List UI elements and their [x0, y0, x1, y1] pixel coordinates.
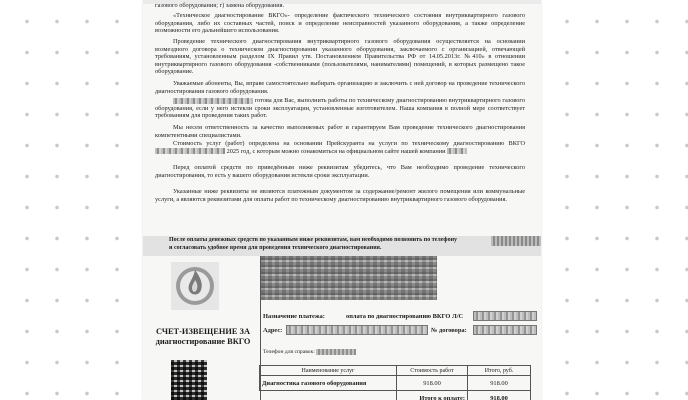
- contract-field: [473, 325, 537, 335]
- paragraph-company: [155, 97, 525, 120]
- header-service: Наименование услуг: [260, 366, 397, 376]
- paragraph-basis: Проведение технического диагностирования внутриквартирного газового оборудования осуществляется на основании возмездного договора о техническом диагностировании указанного оборудования, заключаемого с организацией, отвечающей требованиям, установленным разделом IX Правил утв. Постановлением Правительства РФ от 14.05.2013г. №410» в отношении внутриквартирного газового оборудования -собственниками (пользователями, нанимателями) помещений, в которых размещено такое оборудование.: [155, 38, 525, 76]
- table-footer-row: [260, 391, 531, 400]
- paragraph-check: Перед оплатой средств по приведённым ниже реквизитам убедитесь, что Вам необходимо проведение технического диагностирования, то есть у вашего оборудования истекли сроки эксплуатации.: [155, 164, 525, 179]
- redacted-help-phone: [316, 349, 356, 355]
- address-label: Адрес:: [263, 327, 283, 334]
- row-cost: 918.00: [397, 376, 468, 391]
- purpose-value: оплата по диагностированию ВКГО Л/С: [346, 313, 464, 320]
- paragraph-subscribers: Уважаемые абоненты, Вы, вправе самостоятельно выбирать организацию и заключить с ней договор на проведение технического диагностирования газового оборудования.: [155, 80, 525, 95]
- redacted-payee-block: [261, 256, 437, 300]
- footer-label: Итого к оплате:: [397, 391, 468, 400]
- notice-line-1: После оплаты денежных средств по указанным ниже реквизитам, вам необходимо позвонить по телефону: [169, 237, 458, 243]
- receipt-title: СЧЕТ-ИЗВЕЩЕНИЕ ЗА диагностирование ВКГО: [155, 327, 251, 346]
- notice-line-2: и согласовать удобное время для проведения технического диагностирования.: [169, 245, 382, 251]
- paragraph-cost-text-b: 2025 год, с которым можно ознакомиться на официальном сайте нашей компании: [226, 147, 446, 155]
- table-row: [260, 376, 531, 391]
- paragraph-company-text: готова для Вас, выполнить работы по техническому диагностированию внутриквартирного газового оборудования, если у него истекли сроки эксплуатации, установленные изготовителем. Наша компания в полной мере соответствует требованиям для проведения таких работ.: [155, 97, 526, 120]
- services-table: [259, 365, 531, 400]
- paragraph-cost: [155, 140, 525, 155]
- account-number-field: [473, 311, 537, 321]
- paragraph-disclaimer: Указанные ниже реквизиты не являются платежным документом за содержание/ремонт жилого помещения или коммунальные услуги, а являются реквизитами для оплаты работ по техническому диагностированию внутриквартирного газового оборудования.: [155, 188, 525, 203]
- contract-label: № договора:: [431, 327, 467, 334]
- header-total: Итого, руб.: [468, 366, 531, 376]
- redacted-price: [155, 148, 225, 154]
- redacted-company: [173, 98, 253, 104]
- paragraph-cost-text-a: Стоимость услуг (работ) определена на основании Прейскуранта на услуги по техническому диагностированию ВКГО: [173, 140, 525, 147]
- header-cost: Стоимость работ: [397, 366, 468, 376]
- table-header-row: [260, 366, 531, 376]
- redacted-site: [447, 148, 467, 154]
- qr-code: [171, 360, 207, 400]
- gas-flame-logo: [171, 262, 219, 310]
- purpose-label: Назначение платежа:: [263, 313, 325, 320]
- paragraph-responsibility: Мы несем ответственность за качество выполняемых работ и гарантируем Вам проведение технического диагностирования компетентными специалистами.: [155, 124, 525, 139]
- paragraph-0: газового оборудования; г) замена оборудования.: [155, 2, 285, 9]
- row-total: 918.00: [468, 376, 531, 391]
- address-field: [286, 325, 428, 335]
- receipt: [143, 256, 541, 400]
- paragraph-definition: «Техническое диагностирование ВКГО»- определение фактического технического состояния внутриквартирного газового оборудования, либо их составных частей, поиск и определение неисправностей указанного оборудования, а также определение возможности его дальнейшего использования.: [155, 12, 525, 35]
- row-service-name: Диагностика газового оборудования: [260, 376, 397, 391]
- footer-total: 918.00: [468, 391, 531, 400]
- phone-label: Телефон для справок:: [263, 349, 315, 355]
- document-page: [143, 0, 541, 400]
- redacted-phone: [491, 236, 541, 246]
